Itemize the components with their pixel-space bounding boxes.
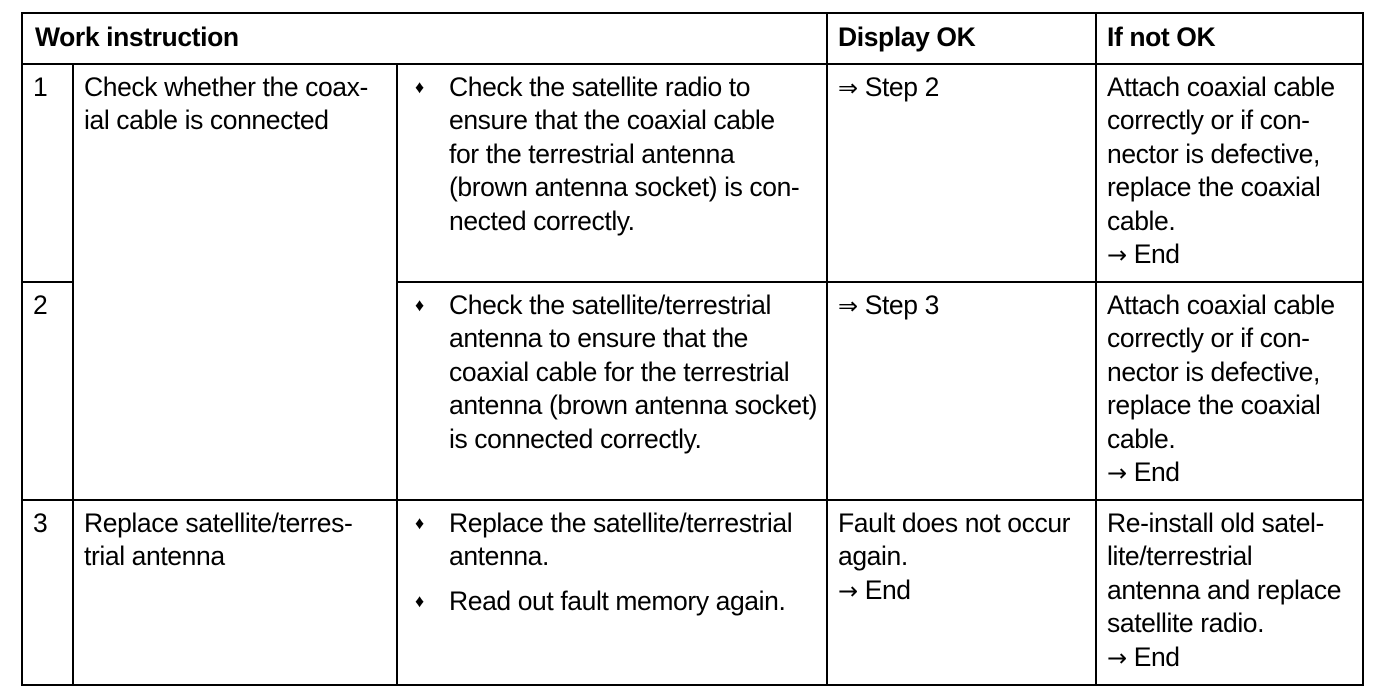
end-line <box>838 574 1087 608</box>
end-line <box>1107 456 1354 490</box>
instruction-cell <box>397 64 827 282</box>
right-arrow-icon: → <box>1107 643 1127 672</box>
header-row <box>22 13 1363 64</box>
end-label: End <box>864 574 911 605</box>
if-not-ok-cell <box>1096 64 1363 282</box>
step-number: 3 <box>22 500 73 685</box>
diamond-bullet-icon: ♦ <box>415 77 424 97</box>
instruction-line: coaxial cable for the terrestrial <box>449 356 790 387</box>
remedy-line: lite/terrestrial <box>1107 541 1253 572</box>
right-arrow-icon: → <box>838 576 858 605</box>
result-line: again. <box>838 541 908 572</box>
remedy-line: correctly or if con- <box>1107 323 1310 354</box>
instruction-line: (brown antenna socket) is con- <box>449 172 800 203</box>
diamond-bullet-icon: ♦ <box>415 590 424 611</box>
display-ok-cell <box>827 500 1096 685</box>
remedy-line: Re-install old satel- <box>1107 508 1324 538</box>
step-number: 1 <box>22 64 73 282</box>
instruction-line: is connected correctly. <box>449 423 702 454</box>
display-ok-cell <box>827 282 1096 500</box>
header-display-ok: Display OK <box>827 13 1096 64</box>
remedy-line: replace the coaxial <box>1107 172 1321 203</box>
instruction-line: antenna to ensure that the <box>449 323 749 354</box>
remedy-line: nector is defective, <box>1107 356 1320 387</box>
end-label: End <box>1133 641 1180 672</box>
next-step-label: Step 3 <box>864 290 939 320</box>
remedy-line: Attach coaxial cable <box>1107 290 1335 320</box>
bullet-list <box>408 71 818 238</box>
remedy-line: cable. <box>1107 205 1176 236</box>
instruction-line: Read out fault memory again. <box>449 585 786 616</box>
table-row <box>22 500 1363 685</box>
instruction-cell <box>397 282 827 500</box>
bullet-item <box>408 71 818 238</box>
remedy-line: nector is defective, <box>1107 138 1320 169</box>
end-label: End <box>1133 239 1180 270</box>
instruction-cell <box>397 500 827 685</box>
if-not-ok-cell <box>1096 500 1363 685</box>
task-description <box>73 500 397 685</box>
bullet-list <box>408 289 818 456</box>
right-arrow-icon: → <box>1107 241 1127 270</box>
bullet-item <box>408 507 818 574</box>
task-line: trial antenna <box>84 541 225 572</box>
remedy-line: replace the coaxial <box>1107 390 1321 421</box>
double-arrow-icon: ⇒ <box>838 292 858 320</box>
remedy-line: antenna and replace <box>1107 574 1342 605</box>
right-arrow-icon: → <box>1107 459 1127 488</box>
bullet-item <box>408 585 818 618</box>
end-line <box>1107 238 1354 272</box>
display-ok-cell <box>827 64 1096 282</box>
instruction-line: for the terrestrial antenna <box>449 138 735 169</box>
diamond-bullet-icon: ♦ <box>415 295 424 315</box>
end-line <box>1107 641 1354 675</box>
instruction-line: nected correctly. <box>449 205 635 236</box>
next-step-label: Step 2 <box>864 72 939 102</box>
instruction-line: Check the satellite/terrestrial <box>449 290 771 320</box>
work-instruction-table <box>21 12 1364 686</box>
table-row <box>22 64 1363 282</box>
remedy-line: correctly or if con- <box>1107 105 1310 136</box>
end-label: End <box>1133 457 1180 488</box>
remedy-line: cable. <box>1107 423 1176 454</box>
task-description <box>73 64 397 500</box>
instruction-line: ensure that the coaxial cable <box>449 105 775 136</box>
instruction-line: Replace the satellite/terrestrial <box>449 508 793 538</box>
instruction-line: antenna. <box>449 541 549 572</box>
instruction-line: Check the satellite radio to <box>449 72 751 102</box>
header-if-not-ok: If not OK <box>1096 13 1363 64</box>
step-number: 2 <box>22 282 73 500</box>
task-line: ial cable is connected <box>84 105 329 136</box>
bullet-list <box>408 507 818 618</box>
header-work-instruction: Work instruction <box>22 13 827 64</box>
remedy-line: Attach coaxial cable <box>1107 72 1335 102</box>
if-not-ok-cell <box>1096 282 1363 500</box>
instruction-line: antenna (brown antenna socket) <box>449 390 818 421</box>
bullet-item <box>408 289 818 456</box>
diamond-bullet-icon: ♦ <box>415 513 424 533</box>
remedy-line: satellite radio. <box>1107 608 1265 639</box>
task-line: Check whether the coax- <box>84 72 368 102</box>
task-line: Replace satellite/terres- <box>84 508 353 538</box>
double-arrow-icon: ⇒ <box>838 74 858 102</box>
result-line: Fault does not occur <box>838 508 1071 538</box>
